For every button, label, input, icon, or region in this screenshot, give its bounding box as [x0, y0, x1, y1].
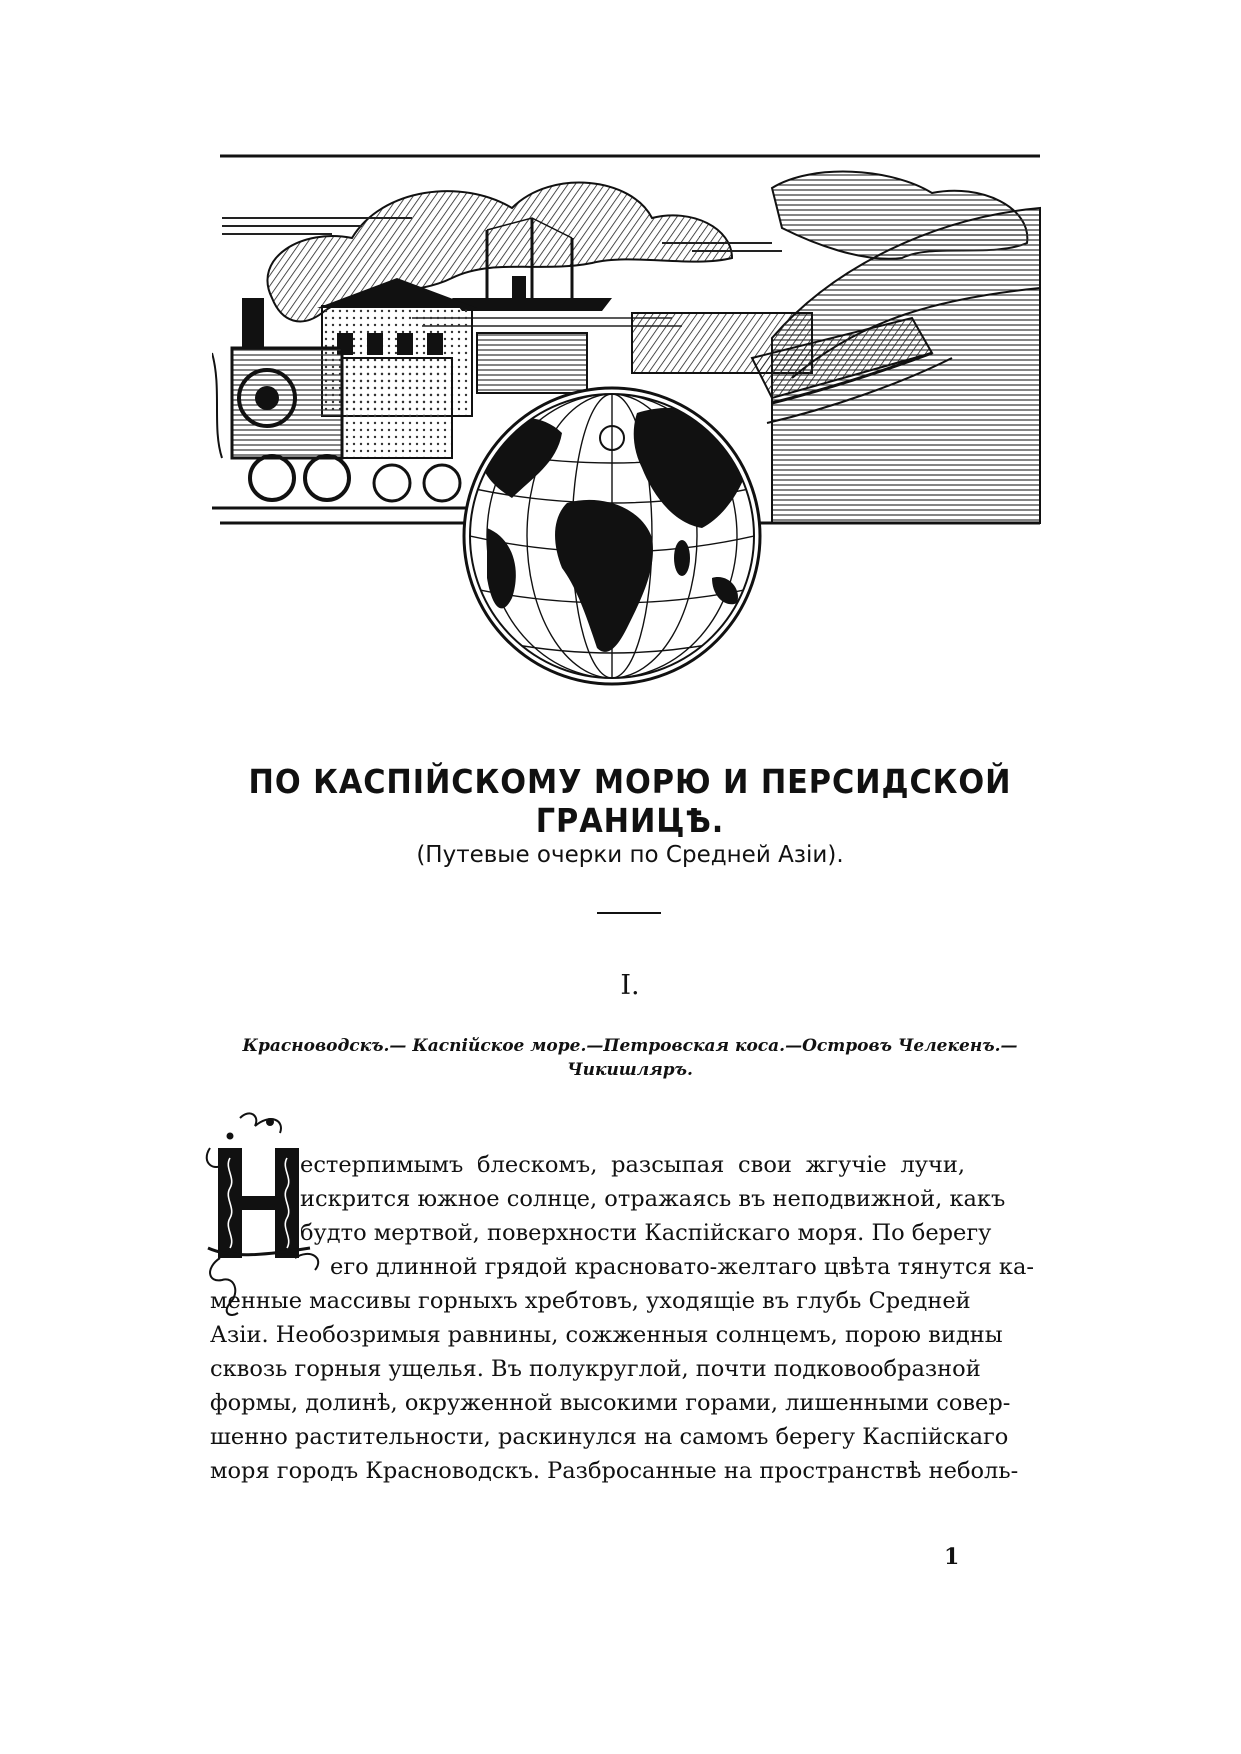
chapter-summary-line: Чикишляръ.	[567, 1060, 693, 1080]
divider	[597, 912, 661, 914]
body-line: моря городъ Красноводскъ. Разбросанные на пространствѣ неболь-	[210, 1458, 1019, 1484]
chapter-summary-line: Красноводскъ.— Каспійское море.—Петровская коса.—Островъ Челекенъ.—	[242, 1036, 1018, 1056]
body-line: его длинной грядой красновато-желтаго цвѣта тянутся ка-	[330, 1254, 1034, 1280]
body-line: шенно растительности, раскинулся на самомъ берегу Каспійскаго	[210, 1424, 1009, 1450]
body-line: будто мертвой, поверхности Каспійскаго моря. По берегу	[300, 1220, 992, 1246]
body-line: формы, долинѣ, окруженной высокими горами, лишенными совер-	[210, 1390, 1011, 1416]
globe	[464, 388, 760, 684]
body-line: менные массивы горныхъ хребтовъ, уходящіе въ глубь Средней	[210, 1288, 971, 1314]
chapter-number: I.	[620, 970, 640, 1001]
body-line: сквозь горныя ущелья. Въ полукруглой, почти подковообразной	[210, 1356, 981, 1382]
body-line: Азіи. Необозримыя равнины, сожженныя солнцемъ, порою видны	[210, 1322, 1003, 1348]
header-illustration	[212, 148, 1042, 688]
body-line: естерпимымъ блескомъ, разсыпая свои жгучіе лучи,	[300, 1152, 965, 1178]
subtitle: (Путевые очерки по Средней Азіи).	[416, 842, 844, 868]
chapter-summary	[220, 1034, 1040, 1082]
body-line: искрится южное солнце, отражаясь въ неподвижной, какъ	[300, 1186, 1006, 1212]
page-title: ПО КАСПІЙСКОМУ МОРЮ И ПЕРСИДСКОЙ ГРАНИЦѢ.	[248, 762, 1012, 840]
dropcap-letter: Н	[258, 1236, 259, 1237]
page-number: 1	[944, 1544, 960, 1570]
